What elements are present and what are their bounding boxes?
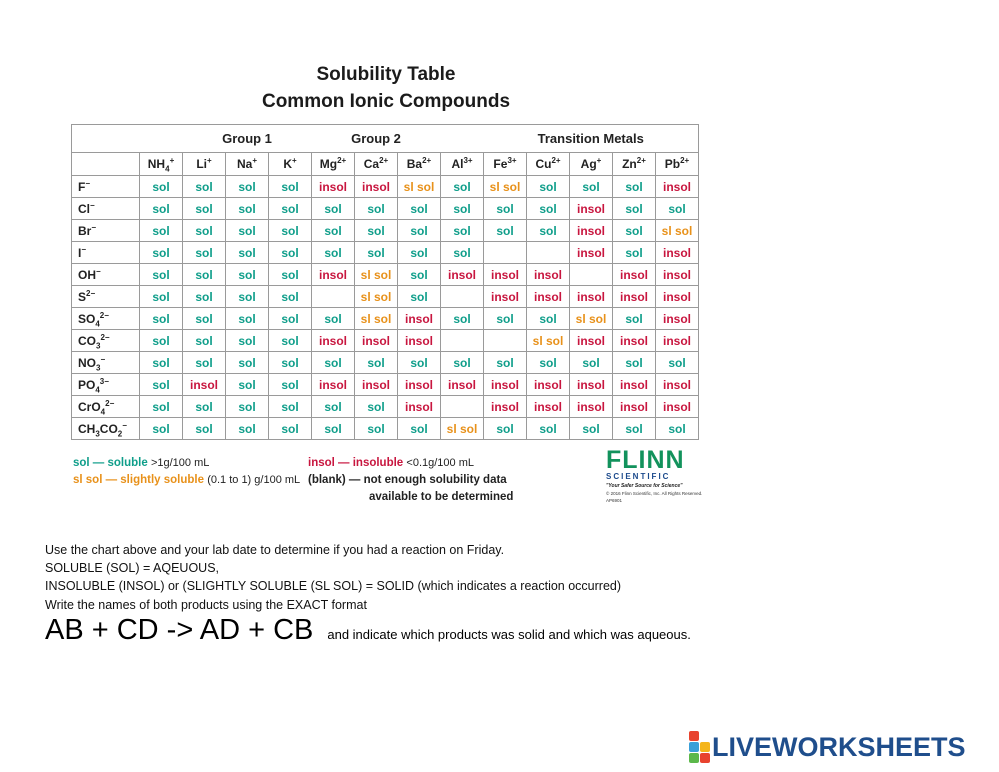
solubility-cell: insol xyxy=(527,286,570,308)
solubility-cell: sol xyxy=(183,286,226,308)
solubility-cell: insol xyxy=(656,286,699,308)
cation-charge: 2+ xyxy=(551,156,561,165)
anion-symbol: OH xyxy=(78,267,96,282)
legend-slsol-value: (0.1 to 1) g/100 mL xyxy=(207,474,301,486)
formula-line xyxy=(45,614,691,647)
solubility-cell: sol xyxy=(269,374,312,396)
solubility-cell: sol xyxy=(398,264,441,286)
cation-subscript: 4 xyxy=(165,164,170,174)
solubility-cell: insol xyxy=(527,264,570,286)
anion-header xyxy=(72,286,140,308)
table-row xyxy=(72,352,699,374)
solubility-cell: sol xyxy=(398,418,441,440)
solubility-cell: insol xyxy=(656,396,699,418)
solubility-cell: sol xyxy=(398,352,441,374)
cation-symbol: Mg xyxy=(319,157,338,171)
anion-symbol: PO xyxy=(78,377,96,392)
solubility-cell: sol xyxy=(269,198,312,220)
solubility-cell: sol xyxy=(613,220,656,242)
solubility-cell: sol xyxy=(140,352,183,374)
solubility-cell: sol xyxy=(570,418,613,440)
solubility-cell: insol xyxy=(398,396,441,418)
solubility-cell: insol xyxy=(570,330,613,352)
solubility-cell: sol xyxy=(226,242,269,264)
cation-symbol: Cu xyxy=(535,157,552,171)
solubility-cell: sol xyxy=(570,176,613,198)
solubility-cell: sol xyxy=(183,396,226,418)
instruction-line-1: Use the chart above and your lab date to determine if you had a reaction on Friday. xyxy=(45,543,505,557)
anion-charge: 2− xyxy=(86,288,96,298)
solubility-cell: sol xyxy=(312,220,355,242)
instruction-line-2: SOLUBLE (SOL) = AQEUOUS, xyxy=(45,561,220,576)
solubility-cell: sol xyxy=(226,396,269,418)
cation-symbol: NH xyxy=(147,157,166,171)
cation-symbol: Fe xyxy=(493,157,508,171)
anion-header xyxy=(72,264,140,286)
solubility-cell: sol xyxy=(140,220,183,242)
solubility-cell: sol xyxy=(226,352,269,374)
solubility-cell: sol xyxy=(226,286,269,308)
liveworksheets-wordmark: LIVEWORKSHEETS xyxy=(712,731,966,762)
solubility-cell: sol xyxy=(269,286,312,308)
solubility-cell: insol xyxy=(613,396,656,418)
solubility-cell: insol xyxy=(183,374,226,396)
solubility-cell: sol xyxy=(226,176,269,198)
solubility-cell: sol xyxy=(441,242,484,264)
corner-cell xyxy=(72,125,140,153)
solubility-cell xyxy=(441,330,484,352)
flinn-scientific: SCIENTIFIC xyxy=(606,472,671,481)
cation-symbol: Zn xyxy=(622,157,637,171)
solubility-cell: sol xyxy=(226,220,269,242)
solubility-cell xyxy=(527,242,570,264)
solubility-cell: sol xyxy=(226,264,269,286)
solubility-cell: sol xyxy=(140,330,183,352)
cation-header xyxy=(226,153,269,176)
cation-charge: + xyxy=(596,156,602,165)
legend-insol-key: insol — insoluble xyxy=(308,457,404,469)
cation-symbol: Ba xyxy=(406,157,423,171)
solubility-cell: sol xyxy=(226,198,269,220)
solubility-cell: sol xyxy=(269,176,312,198)
solubility-cell: insol xyxy=(613,286,656,308)
anion-header xyxy=(72,176,140,198)
anion-header xyxy=(72,418,140,440)
table-title-line2: Common Ionic Compounds xyxy=(261,91,511,112)
solubility-cell: sol xyxy=(613,352,656,374)
cation-charge: + xyxy=(169,156,175,165)
anion-charge: − xyxy=(91,222,97,232)
solubility-cell: sol xyxy=(441,198,484,220)
anion-symbol: SO xyxy=(78,311,96,326)
anion-header xyxy=(72,374,140,396)
table-title-line1: Solubility Table xyxy=(316,64,456,85)
cation-charge: + xyxy=(252,156,257,165)
solubility-cell: sol xyxy=(613,308,656,330)
cation-header xyxy=(484,153,527,176)
cation-header xyxy=(613,153,656,176)
solubility-cell: sol xyxy=(527,308,570,330)
solubility-cell: sol xyxy=(226,330,269,352)
anion-header xyxy=(72,308,140,330)
solubility-cell: insol xyxy=(484,374,527,396)
solubility-cell: sol xyxy=(484,352,527,374)
solubility-cell: sl sol xyxy=(484,176,527,198)
solubility-cell: sol xyxy=(312,396,355,418)
table-row xyxy=(72,418,699,440)
solubility-cell: insol xyxy=(355,374,398,396)
solubility-cell: sl sol xyxy=(441,418,484,440)
cation-charge: + xyxy=(207,156,212,165)
solubility-cell: sol xyxy=(183,264,226,286)
cation-header xyxy=(269,153,312,176)
solubility-cell: sol xyxy=(269,264,312,286)
solubility-cell: sol xyxy=(140,264,183,286)
solubility-cell: sol xyxy=(183,198,226,220)
solubility-cell: insol xyxy=(570,286,613,308)
solubility-cell: sol xyxy=(140,374,183,396)
flinn-tagline: "Your Safer Source for Science" xyxy=(606,483,683,489)
solubility-cell: sol xyxy=(140,286,183,308)
solubility-cell: insol xyxy=(441,374,484,396)
solubility-cell: sol xyxy=(484,220,527,242)
instruction-line-3: INSOLUBLE (INSOL) or (SLIGHTLY SOLUBLE (SL SOL) = SOLID (which indicates a reaction occurred) xyxy=(45,579,622,594)
solubility-cell: sol xyxy=(312,198,355,220)
solubility-cell: sol xyxy=(183,242,226,264)
solubility-cell: sol xyxy=(312,308,355,330)
anion-subscript: 4 xyxy=(95,318,100,328)
solubility-cell: sol xyxy=(527,418,570,440)
cation-charge: 2+ xyxy=(636,156,646,165)
solubility-cell: insol xyxy=(355,176,398,198)
solubility-cell: insol xyxy=(656,176,699,198)
anion-symbol: Br xyxy=(78,223,92,238)
anion-charge: − xyxy=(90,200,95,210)
cation-charge: 2+ xyxy=(379,156,389,165)
cation-header xyxy=(656,153,699,176)
solubility-table xyxy=(71,124,699,440)
solubility-cell: sol xyxy=(656,198,699,220)
solubility-cell: insol xyxy=(527,396,570,418)
solubility-cell: sol xyxy=(398,220,441,242)
cation-symbol: Ca xyxy=(363,157,380,171)
solubility-cell xyxy=(312,286,355,308)
cation-header xyxy=(398,153,441,176)
solubility-cell: sl sol xyxy=(355,264,398,286)
cation-symbol: K xyxy=(283,157,292,171)
solubility-cell: insol xyxy=(484,264,527,286)
solubility-cell: sl sol xyxy=(355,308,398,330)
anion-charge: 2− xyxy=(100,332,110,342)
solubility-cell xyxy=(441,286,484,308)
cation-symbol: Na xyxy=(236,157,253,171)
solubility-cell: sol xyxy=(441,220,484,242)
solubility-cell: sol xyxy=(484,418,527,440)
solubility-cell: sol xyxy=(183,352,226,374)
table-row xyxy=(72,330,699,352)
flinn-name: FLINN xyxy=(606,446,685,474)
solubility-cell: insol xyxy=(312,330,355,352)
solubility-cell: sol xyxy=(269,242,312,264)
solubility-cell: insol xyxy=(527,374,570,396)
anion-symbol: CH xyxy=(78,421,96,436)
anion-charge: − xyxy=(96,266,101,276)
group-header-1: Group 1 xyxy=(183,125,312,153)
cation-header xyxy=(441,153,484,176)
table-body xyxy=(72,176,699,440)
solubility-cell: sol xyxy=(527,220,570,242)
legend-sol-key: sol — soluble xyxy=(73,457,148,469)
solubility-cell: sol xyxy=(527,176,570,198)
flinn-copyright: © 2016 Flinn Scientific, Inc. All Rights Reserved. xyxy=(606,491,703,496)
anion-header xyxy=(72,242,140,264)
solubility-cell: sol xyxy=(398,242,441,264)
block-red-2 xyxy=(700,753,710,763)
liveworksheets-logo xyxy=(689,731,966,763)
group-header-2: Group 2 xyxy=(312,125,441,153)
solubility-cell: insol xyxy=(656,264,699,286)
solubility-cell: insol xyxy=(613,330,656,352)
solubility-cell xyxy=(570,264,613,286)
solubility-cell xyxy=(484,330,527,352)
solubility-cell: insol xyxy=(570,198,613,220)
solubility-cell: sol xyxy=(656,418,699,440)
solubility-cell: insol xyxy=(441,264,484,286)
solubility-cell: sol xyxy=(527,198,570,220)
cation-symbol: Li xyxy=(196,157,207,171)
solubility-cell: sol xyxy=(226,374,269,396)
block-green xyxy=(689,753,699,763)
solubility-cell: sol xyxy=(355,220,398,242)
table-row xyxy=(72,374,699,396)
liveworksheets-blocks-icon xyxy=(689,731,710,763)
solubility-cell: insol xyxy=(312,176,355,198)
solubility-cell: sol xyxy=(398,286,441,308)
solubility-cell: sl sol xyxy=(570,308,613,330)
solubility-cell: insol xyxy=(484,286,527,308)
flinn-logo xyxy=(606,448,702,504)
reaction-equation: AB + CD -> AD + CB xyxy=(45,614,314,646)
anion-symbol: I xyxy=(78,245,82,260)
solubility-cell: insol xyxy=(613,374,656,396)
solubility-cell xyxy=(441,396,484,418)
solubility-cell: insol xyxy=(398,374,441,396)
group-header-al xyxy=(441,125,484,153)
solubility-cell: sl sol xyxy=(656,220,699,242)
solubility-cell: sol xyxy=(183,220,226,242)
solubility-cell: sol xyxy=(269,330,312,352)
anion-header xyxy=(72,396,140,418)
table-row xyxy=(72,286,699,308)
solubility-cell: sol xyxy=(613,418,656,440)
legend-blank-line1: (blank) — not enough solubility data xyxy=(308,474,507,486)
cation-charge: 2+ xyxy=(680,156,690,165)
solubility-cell: insol xyxy=(613,264,656,286)
cation-charge: + xyxy=(292,156,297,165)
cation-header-row xyxy=(72,153,699,176)
solubility-cell: sl sol xyxy=(398,176,441,198)
legend-slsol-key: sl sol — slightly soluble xyxy=(73,474,204,486)
solubility-cell: insol xyxy=(570,242,613,264)
solubility-cell: sl sol xyxy=(527,330,570,352)
solubility-cell: sol xyxy=(140,418,183,440)
cation-symbol: Al xyxy=(451,157,464,171)
anion-charge: 3− xyxy=(99,376,109,386)
solubility-cell: sol xyxy=(226,308,269,330)
legend-right xyxy=(308,455,513,506)
solubility-cell: sol xyxy=(441,352,484,374)
solubility-cell: sol xyxy=(484,308,527,330)
solubility-cell: insol xyxy=(656,330,699,352)
cation-header xyxy=(140,153,183,176)
solubility-cell: insol xyxy=(570,220,613,242)
solubility-cell: insol xyxy=(484,396,527,418)
anion-header xyxy=(72,198,140,220)
anion-charge: − xyxy=(81,244,87,254)
solubility-cell: sol xyxy=(140,198,183,220)
anion-header xyxy=(72,352,140,374)
table-row xyxy=(72,396,699,418)
table-row xyxy=(72,242,699,264)
solubility-cell: sol xyxy=(269,418,312,440)
table-row xyxy=(72,264,699,286)
solubility-cell: sol xyxy=(140,176,183,198)
anion-charge: 2− xyxy=(99,310,109,320)
solubility-cell: insol xyxy=(570,374,613,396)
solubility-cell: sol xyxy=(269,352,312,374)
solubility-cell: sol xyxy=(355,352,398,374)
anion-header xyxy=(72,330,140,352)
table-row xyxy=(72,176,699,198)
solubility-cell: sol xyxy=(183,308,226,330)
anion-symbol: CO xyxy=(99,421,118,436)
solubility-cell: sol xyxy=(656,352,699,374)
solubility-cell: sol xyxy=(484,198,527,220)
anion-subscript: 2 xyxy=(117,428,123,438)
cation-header xyxy=(355,153,398,176)
solubility-cell: sol xyxy=(140,308,183,330)
solubility-cell: sol xyxy=(312,418,355,440)
table-row xyxy=(72,308,699,330)
anion-symbol: NO xyxy=(78,355,96,370)
solubility-cell xyxy=(484,242,527,264)
block-empty xyxy=(700,731,710,741)
solubility-cell: sol xyxy=(355,396,398,418)
table-row xyxy=(72,220,699,242)
solubility-cell: sol xyxy=(441,308,484,330)
cation-header xyxy=(570,153,613,176)
anion-symbol: CO xyxy=(78,333,96,348)
corner-cell-2 xyxy=(72,153,140,176)
solubility-cell: sol xyxy=(312,352,355,374)
formula-note: and indicate which products was solid and which was aqueous. xyxy=(327,627,691,642)
anion-charge: − xyxy=(100,354,106,364)
solubility-cell: sol xyxy=(441,176,484,198)
anion-symbol: S xyxy=(78,289,87,304)
table-row xyxy=(72,198,699,220)
solubility-cell: sol xyxy=(183,418,226,440)
solubility-cell: sol xyxy=(527,352,570,374)
flinn-code: AP6901 xyxy=(606,498,623,503)
solubility-cell: sol xyxy=(269,396,312,418)
solubility-cell: sol xyxy=(355,198,398,220)
cation-header xyxy=(183,153,226,176)
solubility-cell: sol xyxy=(570,352,613,374)
anion-header xyxy=(72,220,140,242)
instruction-line-4: Write the names of both products using the EXACT format xyxy=(45,597,367,612)
legend-insol-value: <0.1g/100 mL xyxy=(406,457,474,469)
cation-charge: 3+ xyxy=(507,156,517,165)
cation-charge: 3+ xyxy=(463,156,473,165)
solubility-cell: sol xyxy=(355,418,398,440)
solubility-cell: sol xyxy=(613,176,656,198)
anion-subscript: 4 xyxy=(100,406,106,416)
anion-charge: 2− xyxy=(105,398,115,408)
cation-symbol: Pb xyxy=(664,157,681,171)
solubility-cell: sol xyxy=(226,418,269,440)
solubility-cell: insol xyxy=(656,242,699,264)
solubility-cell: sol xyxy=(269,308,312,330)
legend-sol-value: >1g/100 mL xyxy=(150,457,210,469)
anion-symbol: CrO xyxy=(78,399,101,414)
solubility-cell: sol xyxy=(312,242,355,264)
cation-header xyxy=(312,153,355,176)
solubility-cell: sol xyxy=(398,198,441,220)
block-blue xyxy=(689,742,699,752)
solubility-cell: sol xyxy=(140,396,183,418)
solubility-cell: insol xyxy=(656,308,699,330)
solubility-cell: insol xyxy=(398,308,441,330)
cation-charge: 2+ xyxy=(337,156,347,165)
solubility-cell: insol xyxy=(312,374,355,396)
anion-subscript: 3 xyxy=(96,340,101,350)
block-red xyxy=(689,731,699,741)
solubility-cell: sl sol xyxy=(355,286,398,308)
solubility-cell: sol xyxy=(613,242,656,264)
cation-header xyxy=(527,153,570,176)
solubility-cell: sol xyxy=(355,242,398,264)
anion-symbol: Cl xyxy=(78,201,90,216)
cation-symbol: Ag xyxy=(580,157,597,171)
solubility-cell: sol xyxy=(613,198,656,220)
group-header-transition: Transition Metals xyxy=(484,125,699,153)
solubility-cell: sol xyxy=(140,242,183,264)
anion-charge: − xyxy=(122,420,127,430)
instructions xyxy=(45,541,621,614)
solubility-cell: insol xyxy=(570,396,613,418)
solubility-cell: sol xyxy=(183,330,226,352)
solubility-cell: insol xyxy=(398,330,441,352)
solubility-cell: sol xyxy=(183,176,226,198)
anion-subscript: 4 xyxy=(95,384,100,394)
anion-charge: − xyxy=(85,178,91,188)
anion-subscript: 3 xyxy=(95,428,100,438)
legend-blank-line2: available to be determined xyxy=(369,491,514,503)
legend-left xyxy=(73,455,300,489)
group-header-unlabeled xyxy=(140,125,183,153)
solubility-cell: insol xyxy=(355,330,398,352)
anion-subscript: 3 xyxy=(96,362,101,372)
solubility-cell: sol xyxy=(269,220,312,242)
cation-charge: 2+ xyxy=(422,156,432,165)
anion-symbol: F xyxy=(78,179,86,194)
solubility-cell: insol xyxy=(656,374,699,396)
solubility-cell: insol xyxy=(312,264,355,286)
block-yellow xyxy=(700,742,710,752)
